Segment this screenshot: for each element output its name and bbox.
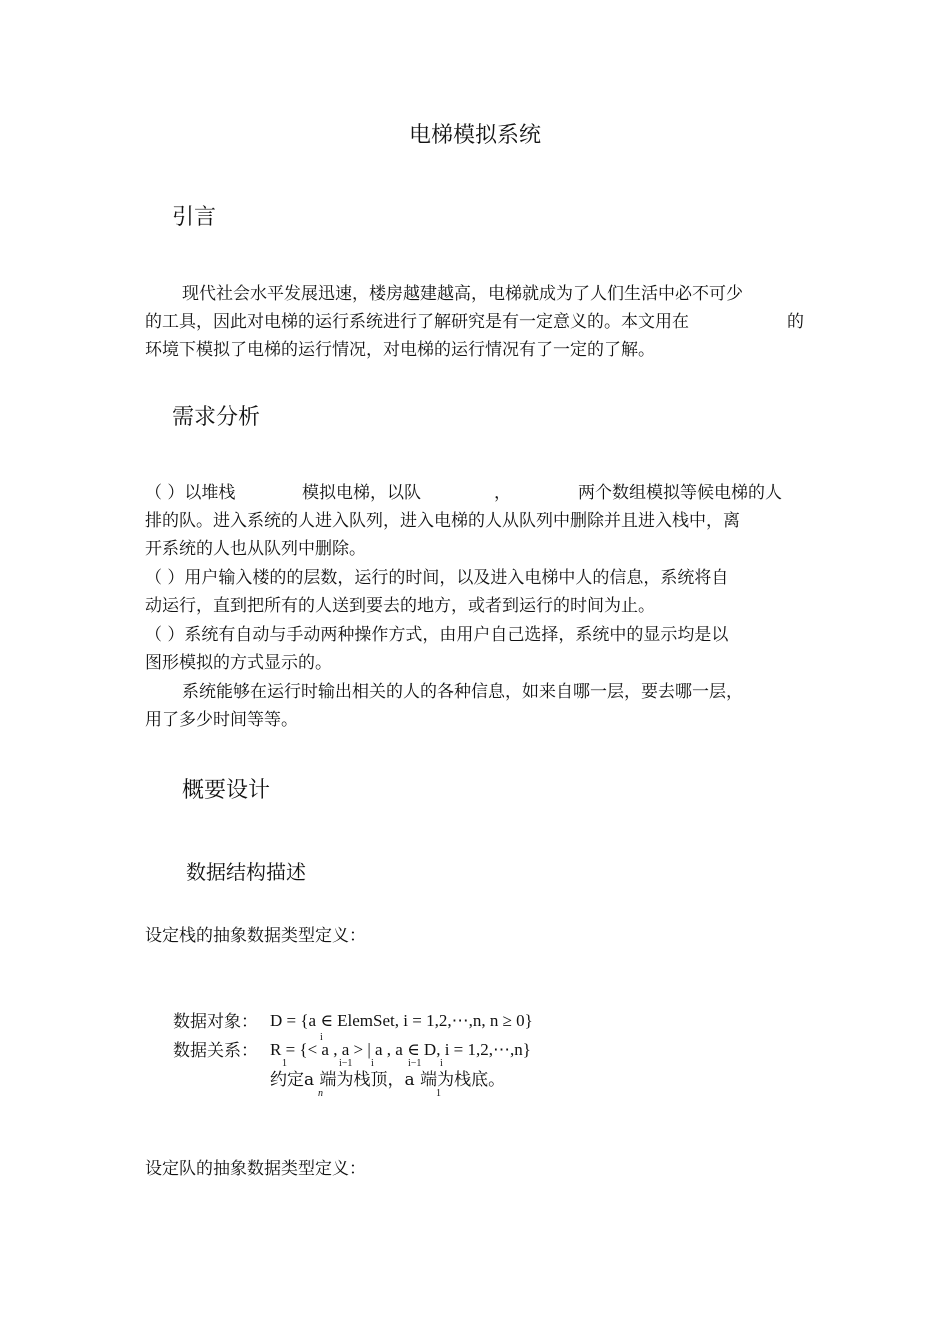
data-object-label: 数据对象： [173, 1012, 258, 1032]
subscript-i-1: i [320, 1032, 323, 1043]
intro-line-1: 现代社会水平发展迅速，楼房越建越高，电梯就成为了人们生活中必不可少 [182, 284, 743, 304]
stack-convention-line: 约定a 端为栈顶，a 端为栈底。 [270, 1070, 506, 1090]
req-line-6: （ ）系统有自动与手动两种操作方式，由用户自己选择，系统中的显示均是以 [145, 625, 729, 645]
req-line-1c: ， [494, 483, 511, 503]
queue-definition-line: 设定队的抽象数据类型定义： [145, 1159, 366, 1179]
subscript-i-minus-1-a: i−1 [339, 1058, 353, 1069]
req-line-5: 动运行，直到把所有的人送到要去的地方，或者到运行的时间为止。 [145, 596, 655, 616]
req-line-1a: （ ）以堆栈 [145, 483, 236, 503]
req-line-1b: 模拟电梯，以队 [302, 483, 421, 503]
subscript-n: n [318, 1088, 323, 1099]
intro-line-3: 环境下模拟了电梯的运行情况，对电梯的运行情况有了一定的了解。 [145, 340, 655, 360]
stack-definition-line: 设定栈的抽象数据类型定义： [145, 926, 366, 946]
heading-data-structure: 数据结构描述 [186, 860, 306, 884]
intro-line-2: 的工具，因此对电梯的运行系统进行了解研究是有一定意义的。本文用在 [145, 312, 689, 332]
subscript-1: 1 [282, 1058, 287, 1069]
data-relation-formula: R = {< a , a > | a , a ∈ D, i = 1,2,⋯,n} [270, 1040, 531, 1059]
heading-requirements: 需求分析 [172, 405, 261, 430]
heading-intro: 引言 [172, 205, 217, 230]
heading-design: 概要设计 [182, 778, 271, 803]
subscript-i-minus-1-b: i−1 [408, 1058, 422, 1069]
req-line-3: 开系统的人也从队列中删除。 [145, 539, 366, 559]
subscript-i-3: i [440, 1058, 443, 1069]
data-relation-label: 数据关系： [173, 1041, 258, 1061]
req-line-9: 用了多少时间等等。 [145, 710, 298, 730]
req-line-4: （ ）用户输入楼的的层数，运行的时间，以及进入电梯中人的信息，系统将自 [145, 568, 729, 588]
req-line-2: 排的队。进入系统的人进入队列，进入电梯的人从队列中删除并且进入栈中，离 [145, 511, 740, 531]
data-object-formula: D = {a ∈ ElemSet, i = 1,2,⋯,n, n ≥ 0} [270, 1011, 533, 1030]
subscript-i-2: i [371, 1058, 374, 1069]
req-line-1d: 两个数组模拟等候电梯的人 [578, 483, 782, 503]
intro-line-2-tail: 的 [787, 312, 804, 332]
page-title: 电梯模拟系统 [408, 123, 541, 148]
req-line-8: 系统能够在运行时输出相关的人的各种信息，如来自哪一层，要去哪一层， [182, 682, 743, 702]
req-line-7: 图形模拟的方式显示的。 [145, 653, 332, 673]
subscript-1-b: 1 [436, 1088, 441, 1099]
